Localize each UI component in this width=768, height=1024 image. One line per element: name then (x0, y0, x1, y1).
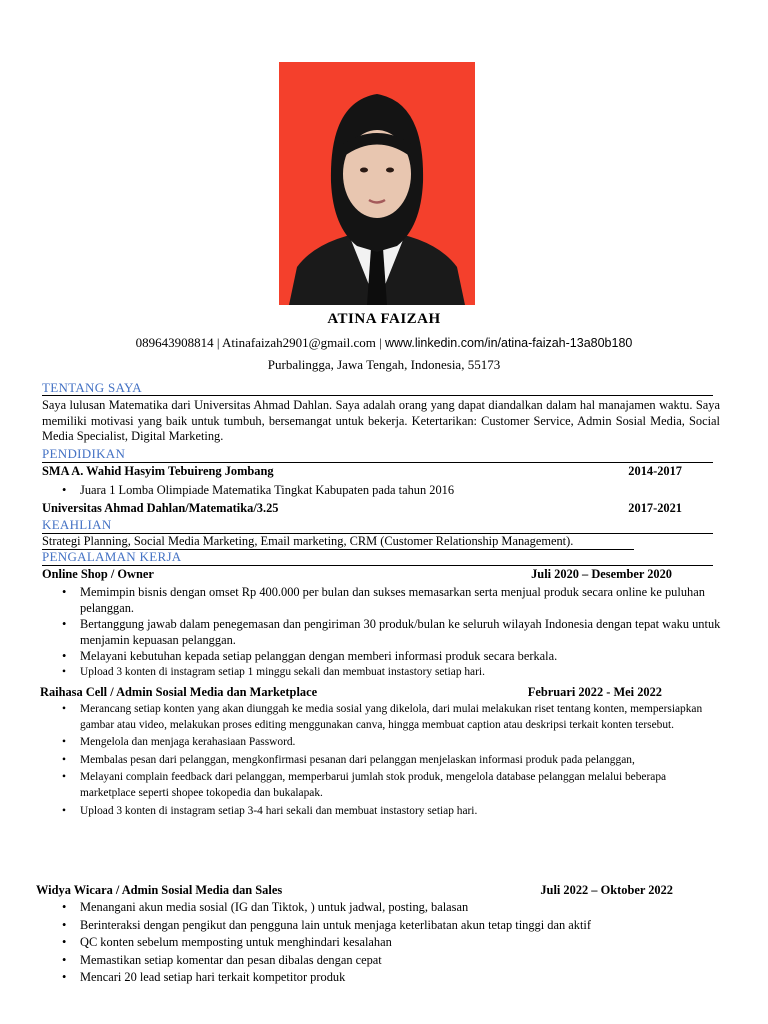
job-bullets (62, 584, 722, 680)
job-row (40, 685, 662, 700)
job-period: Juli 2022 – Oktober 2022 (540, 883, 673, 897)
job-bullets (62, 702, 722, 819)
list-item: • Memastikan setiap komentar dan pesan dibalas dengan cepat (62, 952, 722, 970)
contact-line (0, 335, 768, 351)
list-item: • Melayani complain feedback dari pelanggan, memperbarui jumlah stok produk, mengelola database pelanggan melalui beberapa marketplace seperti shopee tokopedia dan bukalapak. (62, 770, 722, 801)
list-item: • Memimpin bisnis dengan omset Rp 400.000 per bulan dan sukses memasarkan serta menjual produk secara online ke puluhan pelanggan. (62, 584, 722, 616)
job-row (42, 567, 672, 582)
section-divider (42, 462, 713, 463)
job-row (36, 883, 673, 898)
school-name: SMA A. Wahid Hasyim Tebuireng Jombang (42, 464, 274, 478)
section-heading-skills: KEAHLIAN (42, 517, 112, 532)
list-item: • Bertanggung jawab dalam penegemasan dan pengiriman 30 produk/bulan ke seluruh wilayah Indonesia dengan tepat waku untuk menjamin kepuasan pelanggan. (62, 616, 722, 648)
list-item: • Membalas pesan dari pelanggan, mengkonfirmasi pesanan dari pelanggan menjelaskan informasi produk pada pelanggan, (62, 753, 722, 769)
section-heading-education: PENDIDIKAN (42, 446, 126, 461)
list-item: • QC konten sebelum memposting untuk menghindari kesalahan (62, 934, 722, 952)
section-divider (42, 565, 713, 566)
list-item: • Upload 3 konten di instagram setiap 3-4 hari sekali dan membuat instastory setiap hari. (62, 804, 722, 820)
school-name: Universitas Ahmad Dahlan/Matematika/3.25 (42, 501, 279, 515)
school-years: 2017-2021 (628, 501, 682, 515)
job-role: Online Shop / Owner (42, 567, 154, 581)
list-item: • Upload 3 konten di instagram setiap 1 minggu sekali dan membuat instastory setiap hari. (62, 664, 722, 680)
job-role: Raihasa Cell / Admin Sosial Media dan Marketplace (40, 685, 318, 699)
phone-email: 089643908814 | Atinafaizah2901@gmail.com | (135, 335, 385, 350)
list-item: • Berinteraksi dengan pengikut dan pengguna lain untuk menjaga keterlibatan akun tetap tinggi dan aktif (62, 917, 722, 935)
section-divider (42, 395, 713, 396)
job-period: Juli 2020 – Desember 2020 (531, 567, 672, 581)
education-row (42, 464, 682, 479)
job-role: Widya Wicara / Admin Sosial Media dan Sales (36, 883, 283, 897)
address: Purbalingga, Jawa Tengah, Indonesia, 55173 (267, 357, 501, 372)
list-item: • Merancang setiap konten yang akan diunggah ke media sosial yang dikelola, dari mulai melakukan riset tentang konten, mempersiapkan gambar atau video, melakukan proses editing menggunakan canva, hingga membuat caption atau deskripsi terkait konten tersebut. (62, 702, 722, 733)
list-item: • Melayani kebutuhan kepada setiap pelanggan dengan memberi informasi produk secara berkala. (62, 648, 722, 664)
list-item: • Menangani akun media sosial (IG dan Tiktok, ) untuk jadwal, posting, balasan (62, 899, 722, 917)
list-item: • Mengelola dan menjaga kerahasiaan Password. (62, 735, 722, 751)
education-row (42, 501, 682, 516)
section-heading-about: TENTANG SAYA (42, 380, 142, 395)
education-bullets (62, 482, 454, 498)
school-years: 2014-2017 (628, 464, 682, 478)
job-period: Februari 2022 - Mei 2022 (527, 685, 662, 699)
section-heading-experience: PENGALAMAN KERJA (42, 549, 182, 564)
job-bullets (62, 899, 722, 987)
profile-photo (279, 62, 475, 305)
linkedin-link[interactable]: www.linkedin.com/in/atina-faizah-13a80b180 (384, 336, 633, 350)
about-text: Saya lulusan Matematika dari Universitas Ahmad Dahlan. Saya adalah orang yang dapat diandalkan dalam hal manajamen waktu. Saya memiliki motivasi yang baik untuk tumbuh, bersemangat untuk bekerja. Ketertarikan: Customer Service, Admin Sosial Media, Social Media Specialist, Digital Marketing. (42, 398, 720, 444)
list-item: • Juara 1 Lomba Olimpiade Matematika Tingkat Kabupaten pada tahun 2016 (62, 482, 454, 498)
candidate-name: ATINA FAIZAH (327, 311, 441, 327)
list-item: • Mencari 20 lead setiap hari terkait kompetitor produk (62, 969, 722, 987)
skills-text: Strategi Planning, Social Media Marketing, Email marketing, CRM (Customer Relationship Management). (42, 534, 574, 548)
